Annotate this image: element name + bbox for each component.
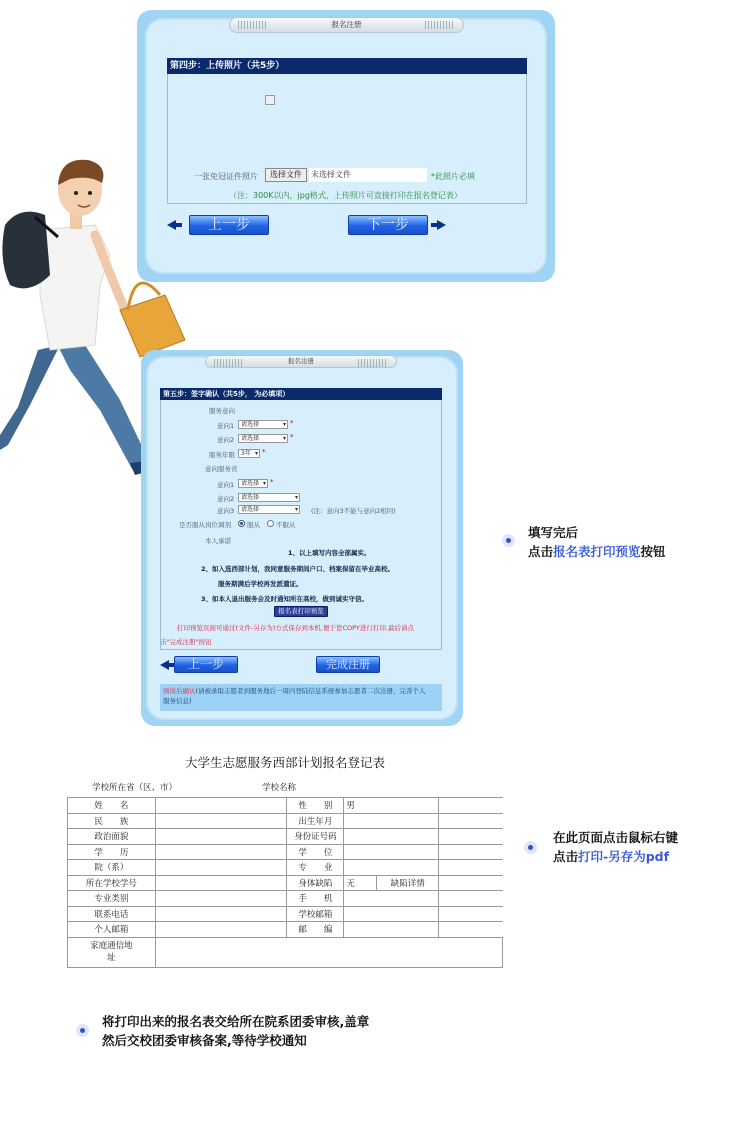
bullet-dot-icon: [502, 534, 515, 547]
table-row: [68, 813, 503, 829]
step5-prev-button[interactable]: 上一步: [174, 656, 238, 673]
bullet-dot-icon: [524, 841, 537, 854]
form-label: 缺陷详情: [377, 875, 439, 891]
caption-save-as-pdf: [553, 828, 678, 866]
caption-line: 然后交校团委审核备案,等待学校通知: [102, 1033, 307, 1048]
step4-step-title: 第四步：上传照片（共5步）: [167, 58, 527, 74]
step5-panel: [141, 350, 463, 726]
form-label: 院（系）: [68, 860, 156, 876]
table-row: [68, 875, 503, 891]
form-value: 男: [344, 798, 439, 814]
form-value: [155, 922, 287, 938]
form-empty-cell: [439, 844, 503, 860]
form-label: 姓 名: [68, 798, 156, 814]
obey-no-radio[interactable]: [267, 520, 274, 527]
photo-preview-broken-image-icon: [265, 95, 275, 105]
obey-yes-radio[interactable]: [238, 520, 245, 527]
pledge-item: 1、以上填写内容全部属实。: [288, 549, 371, 557]
province-intent2-select[interactable]: 请选择 ▾: [238, 493, 300, 502]
form-label: 性 别: [287, 798, 344, 814]
caption-line-post: 按钮: [640, 544, 666, 559]
province-label: 意向服务省: [205, 465, 238, 473]
obey-no-label: 不服从: [276, 521, 296, 529]
table-row: [68, 937, 503, 967]
p-intent1-label: 意向1: [217, 481, 235, 489]
form-label: 民 族: [68, 813, 156, 829]
form-label: 专 业: [287, 860, 344, 876]
service-intent-label: 服务意向: [209, 407, 235, 415]
step5-step-title: 第五步：签字确认（共5步， 为必填项）: [160, 388, 442, 400]
obey-label: 是否服从岗位调剂: [179, 521, 231, 529]
p-intent2-label: 意向2: [217, 495, 235, 503]
form-value: [439, 875, 503, 891]
intent1-required-star: *: [290, 419, 294, 427]
form-value: [155, 860, 287, 876]
form-empty-cell: [439, 906, 503, 922]
form-empty-cell: [439, 829, 503, 845]
school-province-label: 学校所在省（区、市）: [92, 783, 178, 793]
step4-panel: [137, 10, 555, 282]
form-label: 学 历: [68, 844, 156, 860]
form-value: [155, 906, 287, 922]
province-intent1-select[interactable]: 请选择 ▾: [238, 479, 268, 488]
file-value-text: 未选择文件: [309, 168, 427, 182]
bullet-dot-icon: [76, 1024, 89, 1037]
form-value: [344, 813, 439, 829]
caption-line: 在此页面点击鼠标右键: [553, 830, 679, 845]
form-title: 大学生志愿服务西部计划报名登记表: [185, 755, 386, 770]
prev-arrow-icon: [167, 220, 176, 230]
form-label: 身份证号码: [287, 829, 344, 845]
next-arrow-icon: [437, 220, 446, 230]
form-value: [344, 922, 439, 938]
step5-prev-arrow-icon: [160, 660, 169, 670]
table-row: [68, 891, 503, 907]
post-arrival-info-title: 到岗后确认: [163, 687, 196, 695]
form-value: 无: [344, 875, 377, 891]
years-select[interactable]: 3年 ▾: [238, 449, 260, 458]
caption-submit-for-review: [102, 1012, 369, 1050]
table-row: [68, 798, 503, 814]
pledge-label: 本人承诺: [205, 537, 231, 545]
form-value: [344, 891, 439, 907]
step4-content-box: [167, 74, 527, 204]
form-value: [155, 844, 287, 860]
finish-registration-button[interactable]: 完成注册: [316, 656, 380, 673]
form-value: [155, 798, 287, 814]
intent2-label: 意向2: [217, 436, 235, 444]
post-arrival-info-text-2: 服务信息): [163, 697, 192, 705]
photo-required-note: *此照片必填: [431, 172, 475, 181]
form-value: [344, 844, 439, 860]
form-label: 专业类别: [68, 891, 156, 907]
caption-line: 填写完后: [528, 525, 579, 540]
form-label: 政治面貌: [68, 829, 156, 845]
form-empty-cell: [439, 813, 503, 829]
p-intent1-required-star: *: [270, 478, 274, 486]
intent2-required-star: *: [290, 433, 294, 441]
step4-prev-button[interactable]: 上一步: [189, 215, 269, 235]
form-value: [155, 829, 287, 845]
print-preview-button[interactable]: 报名表打印预览: [274, 606, 328, 617]
print-red-note: 打印预览页面可通过(文件-另存为)方式保存到本机,便于您COPY进行打印,最后请点: [177, 624, 414, 632]
caption-highlight: 打印-另存为pdf: [578, 849, 670, 864]
school-name-label: 学校名称: [262, 783, 297, 793]
form-label: [68, 937, 156, 967]
print-red-note-2: 击"完成注册"按钮: [160, 638, 212, 646]
caption-line: 将打印出来的报名表交给所在院系团委审核,盖章: [102, 1014, 370, 1029]
intent2-select[interactable]: 请选择 ▾: [238, 434, 288, 443]
form-label: 学校邮箱: [287, 906, 344, 922]
pledge-item: 2、如入选西部计划，我同意服务期间户口、档案保留在毕业高校。: [201, 565, 395, 573]
address-label: 家庭通信地址: [90, 941, 133, 963]
years-required-star: *: [262, 448, 266, 456]
post-arrival-info-text: (请被录取志愿者到服务地后一周内登陆信息系统参加志愿者二次注册，完善个人: [195, 687, 426, 695]
obey-yes-label: 服从: [247, 521, 260, 529]
form-empty-cell: [439, 891, 503, 907]
table-row: [68, 829, 503, 845]
form-value: [155, 875, 287, 891]
post-arrival-info-bar: [160, 684, 442, 711]
form-value: [344, 906, 439, 922]
table-row: [68, 844, 503, 860]
form-empty-cell: [439, 922, 503, 938]
form-label: 手 机: [287, 891, 344, 907]
form-empty-cell: [439, 860, 503, 876]
caption-line-pre: 点击: [528, 544, 554, 559]
years-label: 服务年限: [209, 451, 235, 459]
table-row: [68, 922, 503, 938]
caption-line-pre: 点击: [553, 849, 579, 864]
p-intent3-label: 意向3: [217, 507, 235, 515]
form-label: 联系电话: [68, 906, 156, 922]
form-label: 所在学校学号: [68, 875, 156, 891]
choose-file-button[interactable]: 选择文件: [265, 168, 307, 182]
form-label: 学 位: [287, 844, 344, 860]
form-label: 邮 编: [287, 922, 344, 938]
step4-next-button[interactable]: 下一步: [348, 215, 428, 235]
step5-tab-title: 报名注册: [205, 355, 397, 368]
pledge-item: 3、如本人退出服务会及时通知所在高校，做到诚实守信。: [201, 595, 369, 603]
caption-fill-then-print: [528, 523, 666, 561]
form-label: 出生年月: [287, 813, 344, 829]
form-value: [344, 829, 439, 845]
intent1-label: 意向1: [217, 422, 235, 430]
form-label: 个人邮箱: [68, 922, 156, 938]
form-value: [155, 891, 287, 907]
province-intent3-select[interactable]: 请选择 ▾: [238, 505, 300, 514]
table-row: [68, 906, 503, 922]
photo-hint: （注：300K以内，jpg格式，上传照片可直接打印在报名登记表）: [229, 191, 462, 200]
step4-tab-title: 报名注册: [229, 17, 464, 33]
form-value: [155, 813, 287, 829]
province-note: (注：意向3不能与意向2相同): [311, 507, 396, 515]
form-value: [344, 860, 439, 876]
photo-label: 一张免冠证件照片: [194, 172, 258, 181]
form-label: 身体缺陷: [287, 875, 344, 891]
obey-yes-radio-dot: [240, 522, 243, 525]
pledge-item: 服务期满后学校再发派遣证。: [218, 580, 303, 588]
intent1-select[interactable]: 请选择 ▾: [238, 420, 288, 429]
table-row: [68, 860, 503, 876]
form-empty-cell: [439, 798, 503, 814]
caption-highlight: 报名表打印预览: [553, 544, 641, 559]
form-value: [155, 937, 502, 967]
registration-form-table: [67, 797, 503, 968]
